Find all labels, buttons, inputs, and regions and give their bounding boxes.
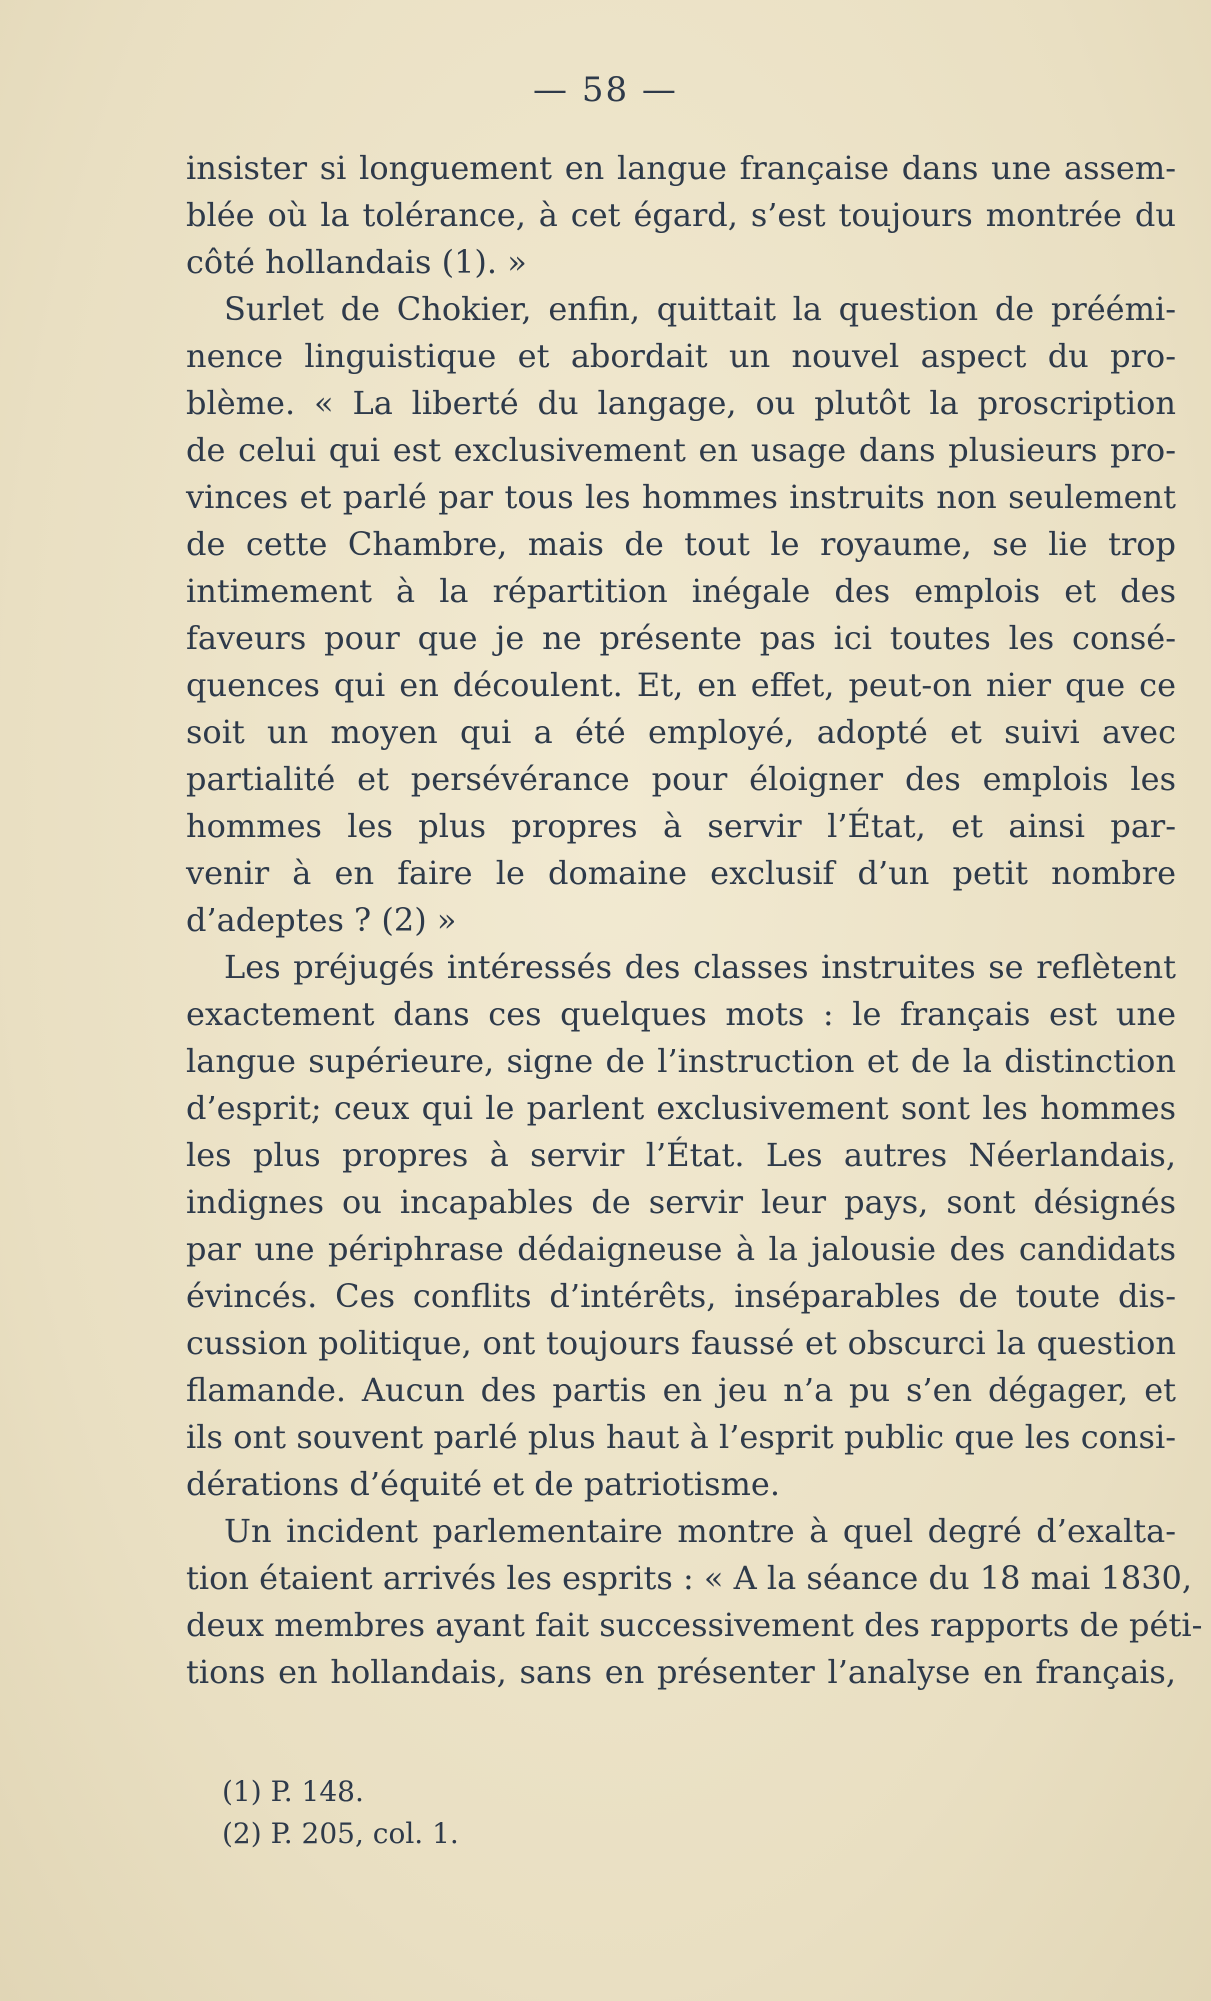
text-line: par une périphrase dédaigneuse à la jalousie des candidats [186, 1230, 1176, 1268]
text-line: indignes ou incapables de servir leur pays, sont désignés [186, 1183, 1176, 1221]
text-line: flamande. Aucun des partis en jeu n’a pu s’en dégager, et [186, 1371, 1176, 1409]
text-line: intimement à la répartition inégale des emplois et des [186, 572, 1176, 610]
text-line: dérations d’équité et de patriotisme. [186, 1465, 780, 1503]
text-line: de cette Chambre, mais de tout le royaume, se lie trop [186, 525, 1176, 563]
text-line: nence linguistique et abordait un nouvel aspect du pro- [186, 337, 1176, 375]
text-line: blème. « La liberté du langage, ou plutôt la proscription [186, 384, 1176, 422]
text-line: d’adeptes ? (2) » [186, 901, 457, 939]
text-line: Un incident parlementaire montre à quel degré d’exalta- [224, 1512, 1176, 1550]
text-line: évincés. Ces conflits d’intérêts, inséparables de toute dis- [186, 1277, 1176, 1315]
text-line: deux membres ayant fait successivement des rapports de péti- [186, 1606, 1203, 1644]
text-line: venir à en faire le domaine exclusif d’un petit nombre [186, 854, 1176, 892]
text-line: vinces et parlé par tous les hommes instruits non seulement [186, 478, 1176, 516]
text-line: Surlet de Chokier, enfin, quittait la question de préémi- [224, 290, 1176, 328]
text-line: insister si longuement en langue française dans une assem- [186, 149, 1176, 187]
text-line: Les préjugés intéressés des classes instruites se reflètent [224, 948, 1176, 986]
footnote-2: (2) P. 205, col. 1. [222, 1817, 459, 1850]
text-line: de celui qui est exclusivement en usage dans plusieurs pro- [186, 431, 1176, 469]
text-line: côté hollandais (1). » [186, 243, 527, 281]
text-line: partialité et persévérance pour éloigner des emplois les [186, 760, 1176, 798]
text-line: ils ont souvent parlé plus haut à l’esprit public que les consi- [186, 1418, 1176, 1456]
footnote-1: (1) P. 148. [222, 1775, 364, 1808]
page-number: — 58 — [533, 70, 678, 110]
text-line: blée où la tolérance, à cet égard, s’est toujours montrée du [186, 196, 1176, 234]
text-line: cussion politique, ont toujours faussé et obscurci la question [186, 1324, 1176, 1362]
text-line: d’esprit; ceux qui le parlent exclusivement sont les hommes [186, 1089, 1176, 1127]
text-line: soit un moyen qui a été employé, adopté et suivi avec [186, 713, 1176, 751]
text-line: hommes les plus propres à servir l’État, et ainsi par- [186, 807, 1176, 845]
text-line: exactement dans ces quelques mots : le français est une [186, 995, 1176, 1033]
text-line: tions en hollandais, sans en présenter l’analyse en français, [186, 1653, 1176, 1691]
body-text [186, 145, 1203, 1696]
footnotes [222, 1771, 822, 1855]
text-line: tion étaient arrivés les esprits : « A la séance du 18 mai 1830, [186, 1559, 1193, 1597]
text-line: faveurs pour que je ne présente pas ici toutes les consé- [186, 619, 1176, 657]
text-block [186, 145, 1203, 1696]
text-line: langue supérieure, signe de l’instruction et de la distinction [186, 1042, 1176, 1080]
text-line: les plus propres à servir l’État. Les autres Néerlandais, [186, 1136, 1176, 1174]
text-line: quences qui en découlent. Et, en effet, peut-on nier que ce [186, 666, 1176, 704]
